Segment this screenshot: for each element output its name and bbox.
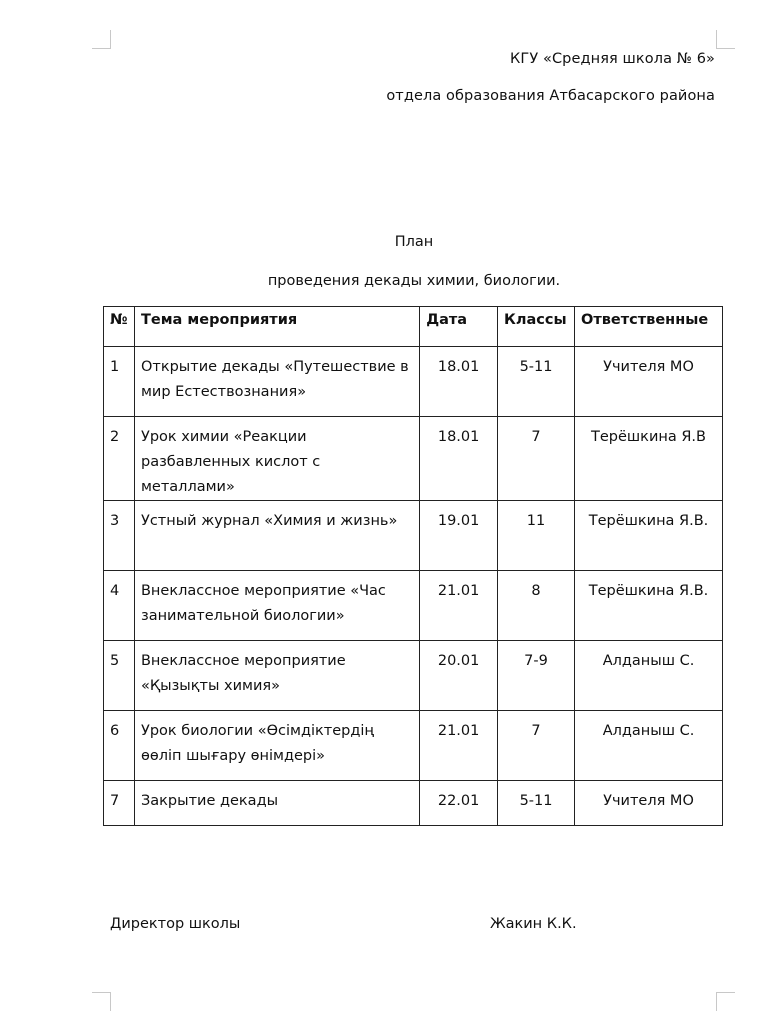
cell-responsible: Алданыш С. [575,641,723,711]
cell-classes: 5-11 [498,781,575,826]
cell-responsible: Терёшкина Я.В. [575,571,723,641]
cell-number: 2 [104,417,135,501]
director-name: Жакин К.К. [490,916,577,932]
director-title: Директор школы [110,916,241,932]
table-row [104,501,723,571]
cell-topic: Открытие декады «Путешествие в мир Естествознания» [134,347,419,417]
cell-date: 22.01 [420,781,498,826]
cell-topic: Закрытие декады [134,781,419,826]
crop-mark-top-right [716,30,735,49]
crop-mark-bottom-left [92,992,111,1011]
cell-responsible: Алданыш С. [575,711,723,781]
table-row [104,711,723,781]
cell-responsible: Учителя МО [575,347,723,417]
column-header-number: № [104,307,135,347]
cell-topic: Урок химии «Реакции разбавленных кислот с металлами» [134,417,419,501]
events-table [103,306,723,826]
plan-subtitle: проведения декады химии, биологии. [267,273,561,289]
table-row [104,347,723,417]
cell-classes: 5-11 [498,347,575,417]
cell-classes: 7-9 [498,641,575,711]
cell-date: 20.01 [420,641,498,711]
cell-number: 7 [104,781,135,826]
column-header-topic: Тема мероприятия [134,307,419,347]
cell-responsible: Терёшкина Я.В [575,417,723,501]
cell-topic: Устный журнал «Химия и жизнь» [134,501,419,571]
column-header-classes: Классы [498,307,575,347]
department-name: отдела образования Атбасарского района [386,88,715,104]
column-header-date: Дата [420,307,498,347]
cell-classes: 7 [498,417,575,501]
column-header-responsible: Ответственные [575,307,723,347]
table-row [104,571,723,641]
cell-topic: Внеклассное мероприятие «Час занимательной биологии» [134,571,419,641]
table-row [104,641,723,711]
cell-date: 18.01 [420,417,498,501]
cell-responsible: Терёшкина Я.В. [575,501,723,571]
table-row [104,781,723,826]
cell-classes: 8 [498,571,575,641]
cell-number: 1 [104,347,135,417]
cell-date: 21.01 [420,711,498,781]
cell-date: 18.01 [420,347,498,417]
cell-classes: 7 [498,711,575,781]
cell-date: 21.01 [420,571,498,641]
cell-topic: Внеклассное мероприятие «Қызықты химия» [134,641,419,711]
cell-classes: 11 [498,501,575,571]
cell-number: 5 [104,641,135,711]
school-name: КГУ «Средняя школа № 6» [509,51,715,67]
cell-number: 3 [104,501,135,571]
cell-date: 19.01 [420,501,498,571]
table-header-row [104,307,723,347]
cell-number: 6 [104,711,135,781]
cell-number: 4 [104,571,135,641]
cell-topic: Урок биологии «Өсімдіктердің өөліп шығару өнімдері» [134,711,419,781]
table-row [104,417,723,501]
crop-mark-top-left [92,30,111,49]
plan-title: План [394,234,434,250]
cell-responsible: Учителя МО [575,781,723,826]
crop-mark-bottom-right [716,992,735,1011]
